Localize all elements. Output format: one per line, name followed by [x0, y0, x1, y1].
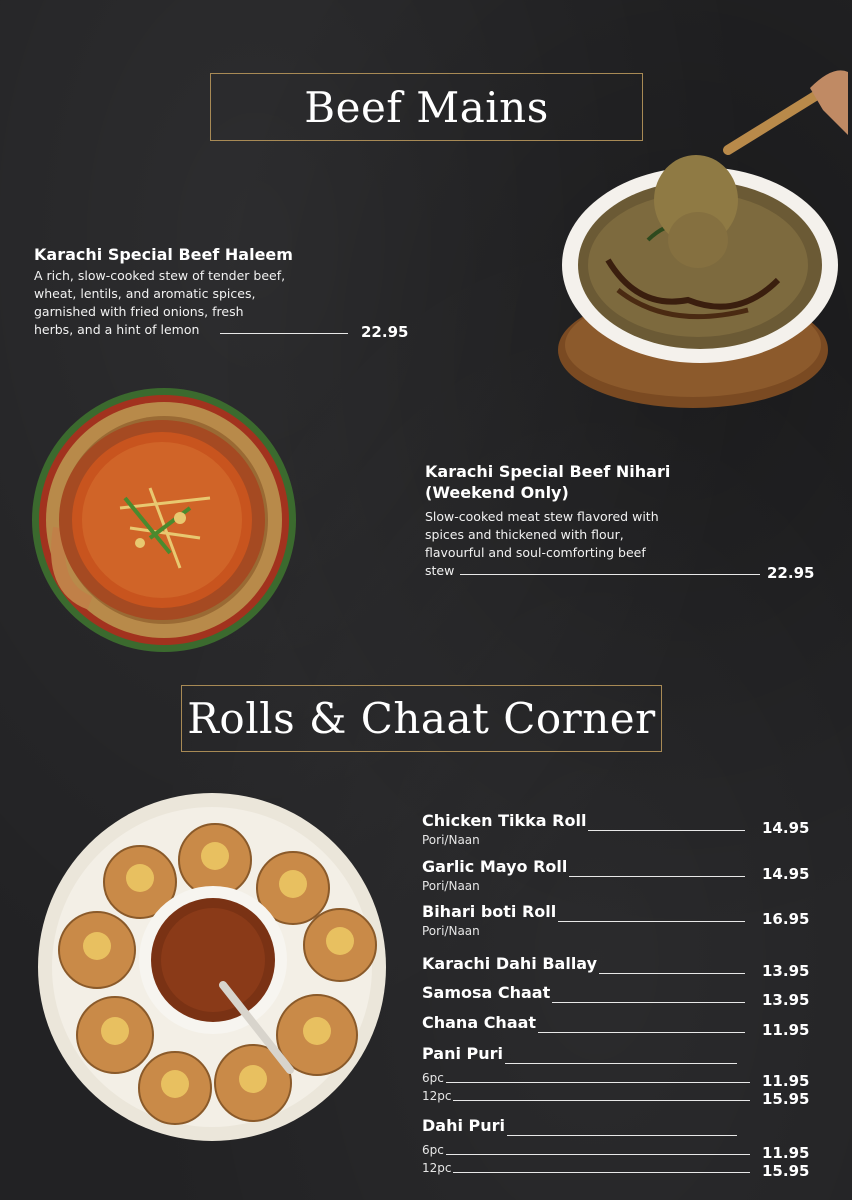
menu-item-subtitle: Pori/Naan: [422, 879, 480, 893]
haleem-desc-line: A rich, slow-cooked stew of tender beef,: [34, 268, 286, 283]
nihari-desc-line: Slow-cooked meat stew flavored with: [425, 509, 659, 524]
nihari-description: [425, 508, 725, 580]
menu-item-name: Pani Puri: [422, 1044, 504, 1063]
nihari-leader-line: [460, 574, 760, 575]
pani-puri-photo: [35, 790, 390, 1145]
menu-option-price: 15.95: [762, 1090, 810, 1108]
haleem-leader-line: [220, 333, 348, 334]
menu-option-leader-line: [453, 1172, 750, 1173]
menu-option-label: 12pc: [422, 1089, 452, 1103]
menu-item-price: 13.95: [762, 962, 810, 980]
menu-option-price: 11.95: [762, 1072, 810, 1090]
menu-item-leader-line: [558, 921, 745, 922]
menu-option-label: 6pc: [422, 1071, 444, 1085]
menu-item-leader-line: [569, 876, 745, 877]
menu-item-subtitle: Pori/Naan: [422, 924, 480, 938]
menu-option-leader-line: [453, 1100, 750, 1101]
menu-item-name: Garlic Mayo Roll: [422, 857, 568, 876]
menu-item-name: Bihari boti Roll: [422, 902, 557, 921]
nihari-photo: [30, 378, 305, 663]
menu-item-leader-line: [588, 830, 745, 831]
menu-item-price: 11.95: [762, 1021, 810, 1039]
nihari-desc-line: stew: [425, 563, 455, 578]
menu-item-leader-line: [507, 1135, 737, 1136]
menu-item-price: 14.95: [762, 865, 810, 883]
menu-item-leader-line: [552, 1002, 745, 1003]
menu-item-price: 13.95: [762, 991, 810, 1009]
haleem-name: Karachi Special Beef Haleem: [34, 245, 293, 264]
haleem-photo: [548, 60, 852, 410]
nihari-price: 22.95: [767, 564, 815, 582]
rolls-chaat-title: Rolls & Chaat Corner: [181, 685, 662, 752]
haleem-desc-line: garnished with fried onions, fresh: [34, 304, 244, 319]
menu-option-price: 15.95: [762, 1162, 810, 1180]
haleem-desc-line: herbs, and a hint of lemon: [34, 322, 200, 337]
menu-item-name: Chicken Tikka Roll: [422, 811, 587, 830]
haleem-description: [34, 267, 344, 339]
menu-item-leader-line: [538, 1032, 745, 1033]
nihari-desc-line: flavourful and soul-comforting beef: [425, 545, 646, 560]
nihari-desc-line: spices and thickened with flour,: [425, 527, 624, 542]
menu-item-name: Samosa Chaat: [422, 983, 551, 1002]
menu-item-price: 14.95: [762, 819, 810, 837]
menu-item-name: Karachi Dahi Ballay: [422, 954, 598, 973]
menu-item-price: 16.95: [762, 910, 810, 928]
menu-item-leader-line: [505, 1063, 737, 1064]
haleem-desc-line: wheat, lentils, and aromatic spices,: [34, 286, 256, 301]
menu-option-label: 6pc: [422, 1143, 444, 1157]
menu-option-leader-line: [446, 1154, 750, 1155]
haleem-price: 22.95: [361, 323, 409, 341]
menu-item-leader-line: [599, 973, 745, 974]
menu-option-label: 12pc: [422, 1161, 452, 1175]
menu-option-price: 11.95: [762, 1144, 810, 1162]
menu-item-subtitle: Pori/Naan: [422, 833, 480, 847]
nihari-name: [425, 461, 670, 503]
menu-item-name: Chana Chaat: [422, 1013, 537, 1032]
beef-mains-title: Beef Mains: [210, 73, 643, 141]
menu-option-leader-line: [446, 1082, 750, 1083]
nihari-name-line: (Weekend Only): [425, 483, 569, 502]
nihari-name-line: Karachi Special Beef Nihari: [425, 462, 671, 481]
menu-item-name: Dahi Puri: [422, 1116, 506, 1135]
